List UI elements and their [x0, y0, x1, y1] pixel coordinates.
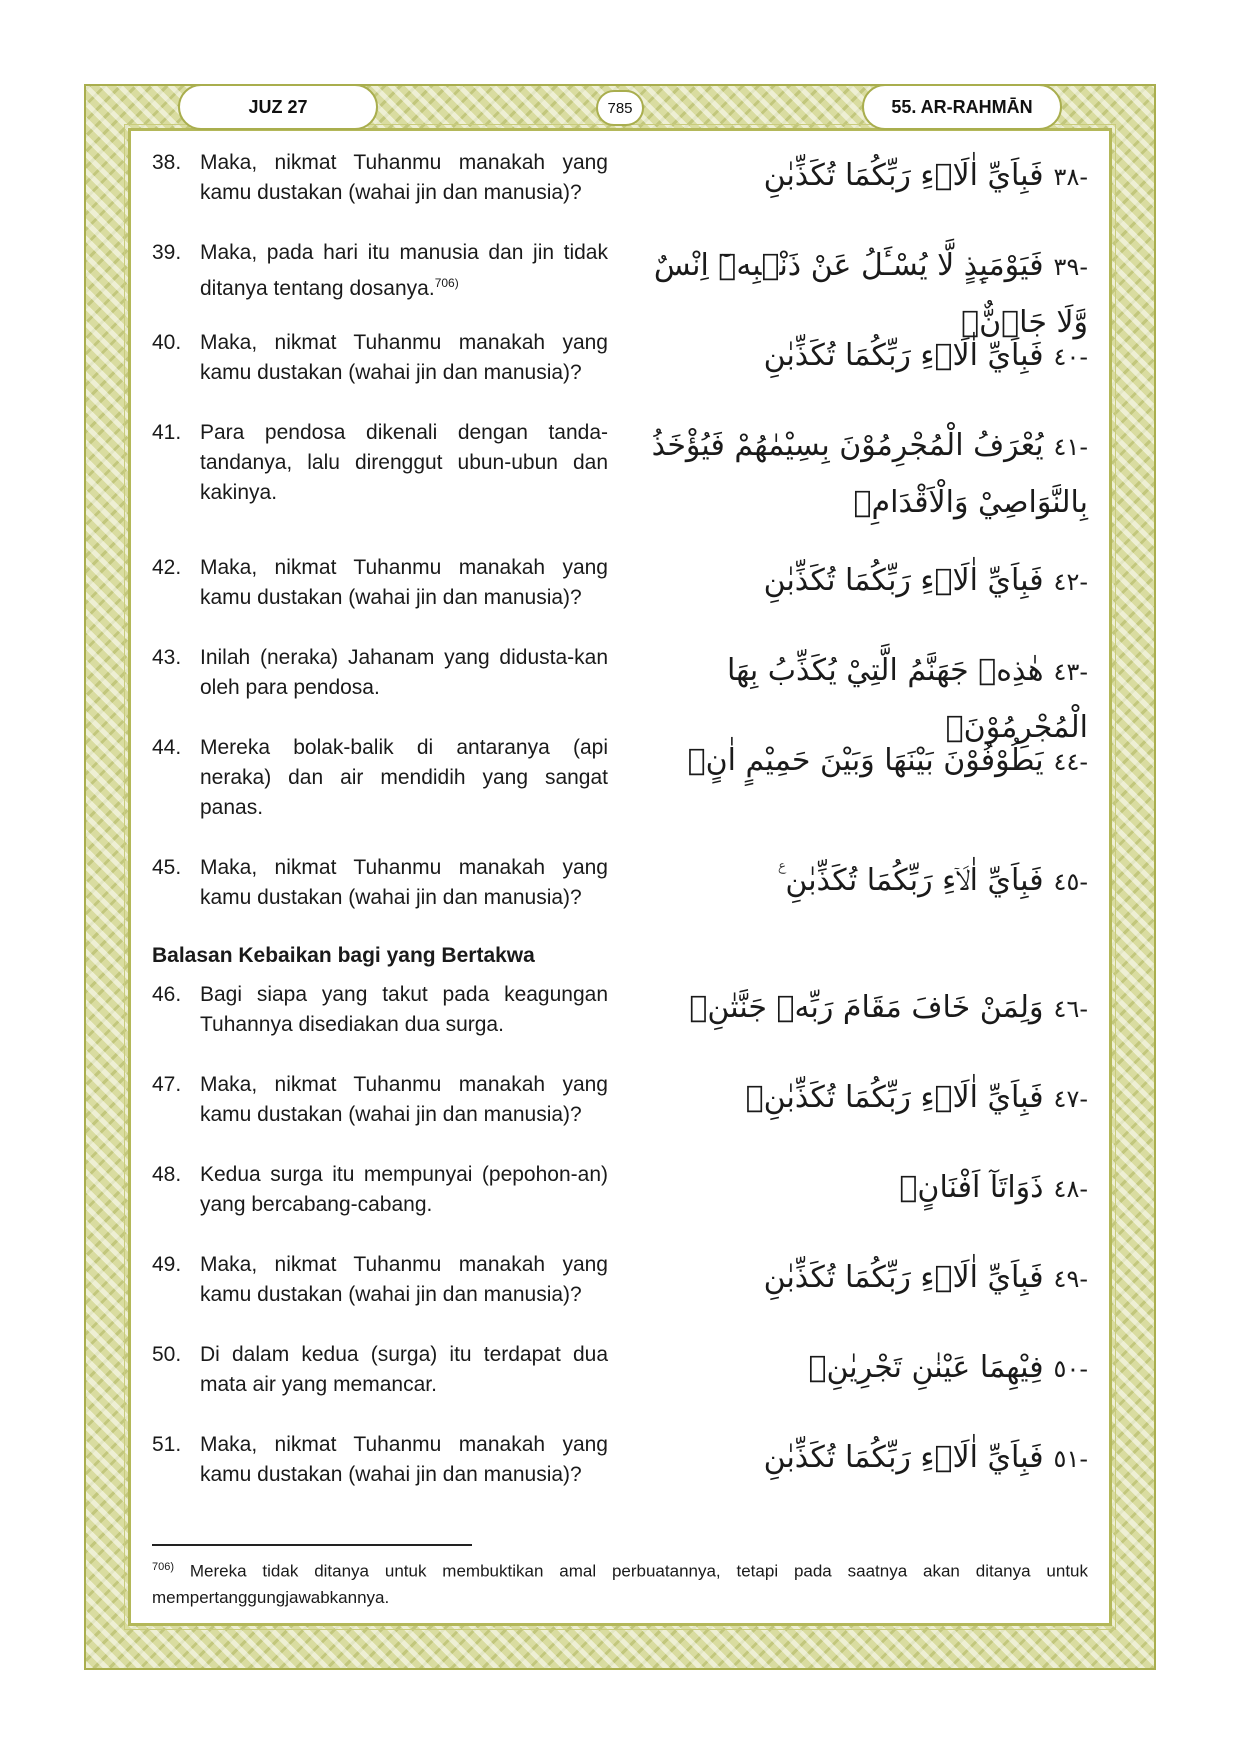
arabic-text: وَلِمَنْ خَافَ مَقَامَ رَبِّهٖ جَنَّتٰنِۚ: [689, 990, 1044, 1025]
verse-number: 44.: [152, 736, 182, 759]
arabic-text: فَبِاَيِّ اٰلَاۤءِ رَبِّكُمَا تُكَذِّبٰنِ ࣖ: [777, 863, 1044, 898]
verse-translation: Mereka bolak-balik di antaranya (api neraka) dan air mendidih yang sangat panas.: [200, 736, 608, 819]
verse-number: 45.: [152, 856, 182, 879]
arabic-verse-number: -٤٦: [1053, 995, 1088, 1023]
arabic-verse-number: -٥٠: [1053, 1355, 1088, 1383]
arabic-verse-number: -٤٤: [1053, 748, 1088, 776]
verse-translation: Maka, nikmat Tuhanmu manakah yang kamu dustakan (wahai jin dan manusia)?: [200, 1253, 608, 1306]
juz-label: [178, 84, 378, 130]
surah-title: [862, 84, 1062, 130]
arabic-verse-number: -٤٥: [1053, 868, 1088, 896]
page-number-text: 785: [607, 99, 633, 117]
verse-translation: Maka, nikmat Tuhanmu manakah yang kamu dustakan (wahai jin dan manusia)?: [200, 151, 608, 204]
verse-arabic: [618, 1070, 1088, 1127]
arabic-text: فَيَوْمَىِٕذٍ لَّا يُسْـَٔلُ عَنْ ذَنْۢبِهٖٓ اِنْسٌ وَّلَا جَاۤنٌّۚ: [653, 248, 1088, 340]
verse-translation: Kedua surga itu mempunyai (pepohon-an) yang bercabang-cabang.: [200, 1163, 608, 1216]
verse-number: 46.: [152, 983, 182, 1006]
verse-arabic: [618, 148, 1088, 205]
arabic-text: فَبِاَيِّ اٰلَاۤءِ رَبِّكُمَا تُكَذِّبٰنِ: [763, 1440, 1044, 1475]
arabic-text: يَطُوْفُوْنَ بَيْنَهَا وَبَيْنَ حَمِيْمٍ اٰنٍۚ: [687, 743, 1044, 778]
arabic-verse-number: -٤١: [1053, 433, 1088, 461]
verse-translation: Maka, nikmat Tuhanmu manakah yang kamu dustakan (wahai jin dan manusia)?: [200, 1433, 608, 1486]
verse-number: 38.: [152, 151, 182, 174]
verse-translation: Maka, nikmat Tuhanmu manakah yang kamu dustakan (wahai jin dan manusia)?: [200, 1073, 608, 1126]
verse-translation: Maka, nikmat Tuhanmu manakah yang kamu dustakan (wahai jin dan manusia)?: [200, 331, 608, 384]
arabic-verse-number: -٣٨: [1053, 163, 1088, 191]
arabic-text: فِيْهِمَا عَيْنٰنِ تَجْرِيٰنِۚ: [808, 1350, 1044, 1385]
arabic-verse-number: -٣٩: [1053, 253, 1088, 281]
verse-number: 40.: [152, 331, 182, 354]
arabic-text: فَبِاَيِّ اٰلَاۤءِ رَبِّكُمَا تُكَذِّبٰنِ: [763, 1260, 1044, 1295]
surah-title-text: 55. AR-RAHMĀN: [891, 96, 1033, 117]
verse-translation: Maka, nikmat Tuhanmu manakah yang kamu dustakan (wahai jin dan manusia)?: [200, 856, 608, 909]
verse-arabic: [618, 1430, 1088, 1487]
arabic-verse-number: -٤٧: [1053, 1085, 1088, 1113]
verse-number: 41.: [152, 421, 182, 444]
verse-translation-text: Maka, pada hari itu manusia dan jin tidak ditanya tentang dosanya.: [200, 241, 608, 300]
arabic-verse-number: -٤٣: [1053, 658, 1088, 686]
footnote: [152, 1554, 1088, 1611]
verse-number: 43.: [152, 646, 182, 669]
verse-arabic: [618, 1340, 1088, 1397]
footnote-divider: [152, 1544, 472, 1546]
verse-number: 51.: [152, 1433, 182, 1456]
arabic-verse-number: -٥١: [1053, 1445, 1088, 1473]
verse-translation: Bagi siapa yang takut pada keagungan Tuhannya disediakan dua surga.: [200, 983, 608, 1036]
verse-number: 42.: [152, 556, 182, 579]
verse-arabic: [618, 1250, 1088, 1307]
arabic-text: فَبِاَيِّ اٰلَاۤءِ رَبِّكُمَا تُكَذِّبٰنِ: [763, 338, 1044, 373]
arabic-verse-number: -٤٢: [1053, 568, 1088, 596]
verse-number: 48.: [152, 1163, 182, 1186]
footnote-marker: 706): [152, 1561, 175, 1573]
verse-arabic: [618, 733, 1088, 790]
arabic-verse-number: -٤٩: [1053, 1265, 1088, 1293]
arabic-text: هٰذِهٖ جَهَنَّمُ الَّتِيْ يُكَذِّبُ بِهَا الْمُجْرِمُوْنَۘ: [726, 653, 1088, 745]
verse-translation: Para pendosa dikenali dengan tanda-tandanya, lalu direnggut ubun-ubun dan kakinya.: [200, 421, 608, 504]
verse-arabic: [618, 328, 1088, 385]
juz-text: JUZ 27: [248, 96, 308, 117]
section-heading: Balasan Kebaikan bagi yang Bertakwa: [152, 944, 535, 967]
verse-translation: Inilah (neraka) Jahanam yang didusta-kan oleh para pendosa.: [200, 646, 608, 699]
footnote-marker: 706): [434, 276, 459, 290]
arabic-text: يُعْرَفُ الْمُجْرِمُوْنَ بِسِيْمٰهُمْ فَيُؤْخَذُ بِالنَّوَاصِيْ وَالْاَقْدَامِۚ: [651, 428, 1088, 520]
arabic-verse-number: -٤٠: [1053, 343, 1088, 371]
arabic-text: فَبِاَيِّ اٰلَاۤءِ رَبِّكُمَا تُكَذِّبٰنِ: [763, 158, 1044, 193]
arabic-verse-number: -٤٨: [1053, 1175, 1088, 1203]
verse-translation: Di dalam kedua (surga) itu terdapat dua mata air yang memancar.: [200, 1343, 608, 1396]
verse-arabic: [618, 980, 1088, 1037]
footnote-text: Mereka tidak ditanya untuk membuktikan amal perbuatannya, tetapi pada saatnya akan ditanya untuk mempertanggungjawabkannya.: [152, 1561, 1088, 1607]
arabic-text: فَبِاَيِّ اٰلَاۤءِ رَبِّكُمَا تُكَذِّبٰنِ: [763, 563, 1044, 598]
arabic-text: فَبِاَيِّ اٰلَاۤءِ رَبِّكُمَا تُكَذِّبٰنِۙ: [745, 1080, 1044, 1115]
arabic-text: ذَوَاتَآ اَفْنَانٍۚ: [899, 1170, 1044, 1205]
verse-number: 50.: [152, 1343, 182, 1366]
verse-arabic: [618, 553, 1088, 610]
verse-translation: Maka, nikmat Tuhanmu manakah yang kamu dustakan (wahai jin dan manusia)?: [200, 556, 608, 609]
verse-number: 39.: [152, 241, 182, 264]
verse-arabic: [618, 853, 1088, 910]
page-number: [596, 90, 644, 126]
verse-arabic: [618, 1160, 1088, 1217]
verse-arabic: [618, 418, 1088, 531]
verse-number: 47.: [152, 1073, 182, 1096]
verse-number: 49.: [152, 1253, 182, 1276]
verse-translation: [200, 238, 608, 304]
